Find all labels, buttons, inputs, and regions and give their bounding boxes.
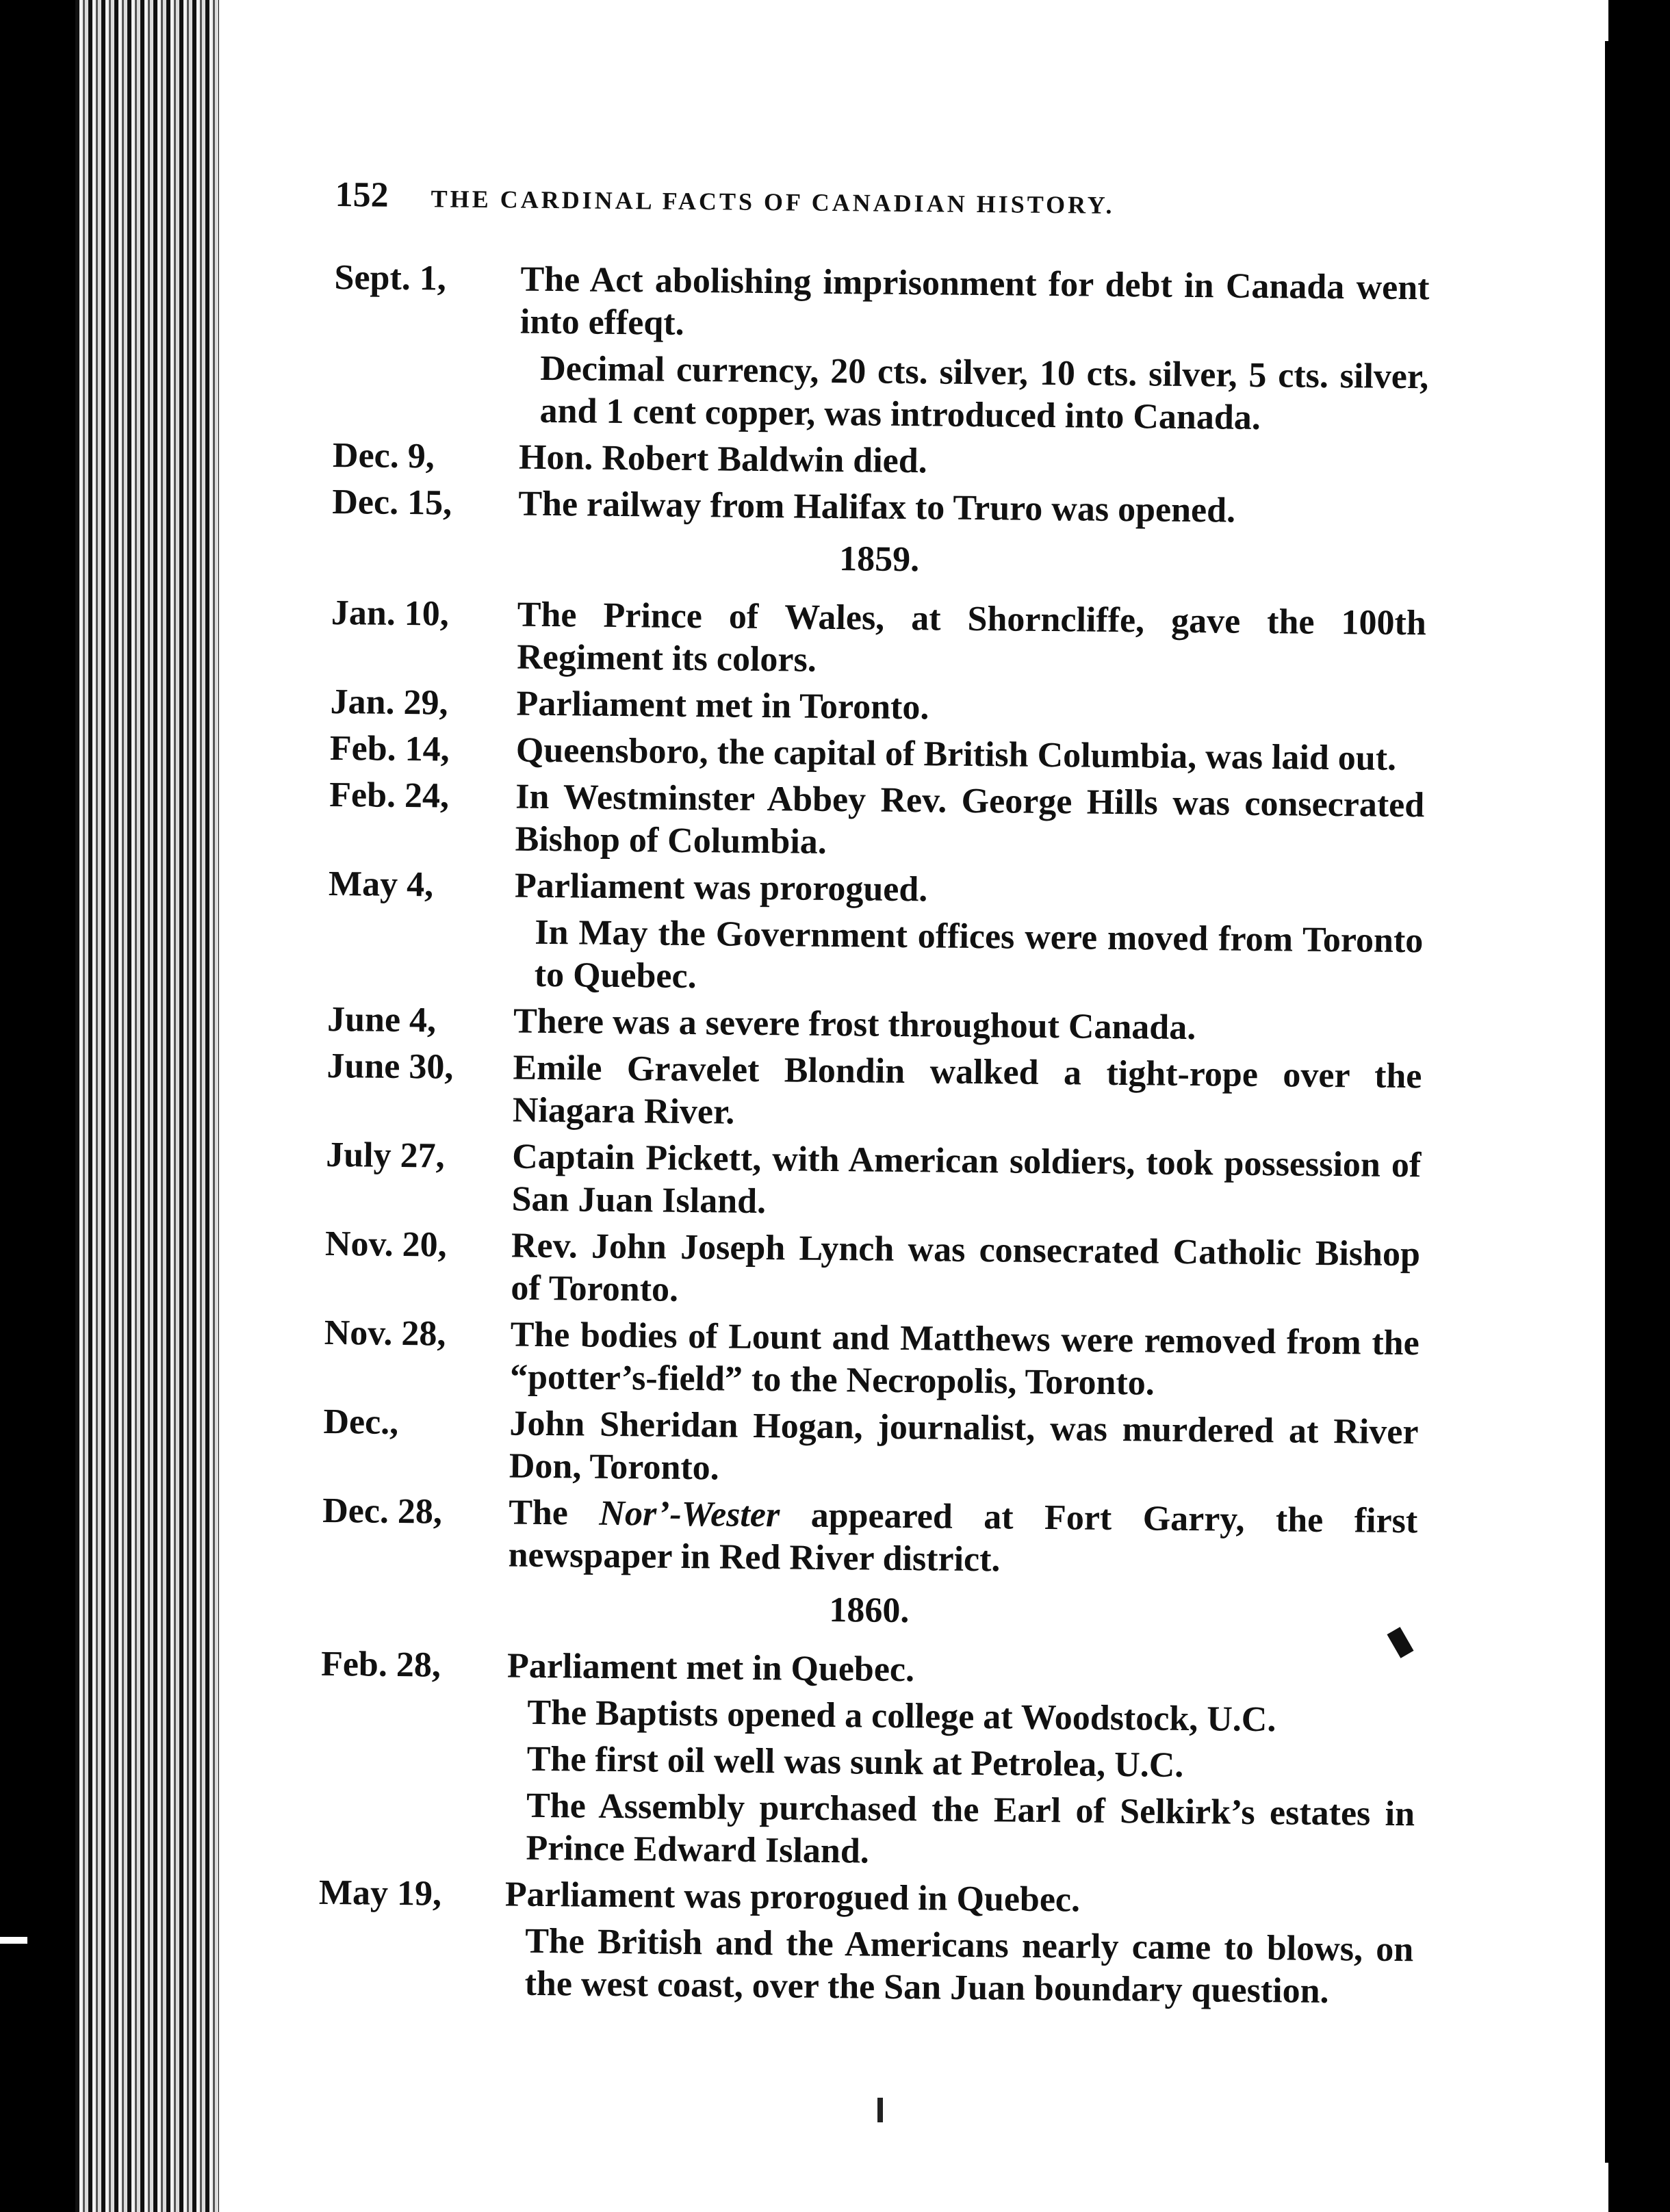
entry-date: Dec. 15,: [332, 482, 452, 523]
chronology-entry: [324, 1223, 1420, 1318]
entry-date: Dec. 9,: [332, 435, 435, 476]
entry-text: Parliament met in Toronto.: [516, 684, 929, 728]
running-title: THE CARDINAL FACTS OF CANADIAN HISTORY.: [431, 185, 1115, 219]
chronology-entry: [332, 481, 1428, 534]
entry-text: Parliament was prorogued in Quebec.: [504, 1875, 1081, 1920]
entry-text: Captain Pickett, with American soldiers, took possession of San Juan Island.: [511, 1137, 1422, 1222]
entry-text: In Westminster Abbey Rev. George Hills was consecrated Bishop of Columbia.: [515, 777, 1425, 862]
chronology-note: Decimal currency, 20 cts. silver, 10 cts. silver, 5 cts. silver, and 1 cent copper, was introduced into Canada.: [539, 348, 1429, 437]
entry-date: June 30,: [326, 1046, 454, 1087]
entry-text: Parliament met in Quebec.: [506, 1646, 915, 1690]
chronology-note: The first oil well was sunk at Petrolea, U.C.: [526, 1739, 1184, 1786]
chronology-entry: [327, 999, 1423, 1051]
entry-text: Hon. Robert Baldwin died.: [518, 437, 927, 481]
entry-text: The bodies of Lount and Matthews were removed from the “potter’s-field” to the Necropolis, Toronto.: [509, 1315, 1420, 1403]
chronology-entry: [326, 1045, 1422, 1140]
chronology-entry: [323, 1401, 1419, 1496]
entry-date: Feb. 24,: [329, 775, 450, 816]
entry-date: Sept. 1,: [334, 257, 447, 298]
newspaper-title: Nor’-Wester: [599, 1493, 780, 1535]
entry-date: Dec. 28,: [322, 1491, 443, 1532]
entry-date: June 4,: [326, 999, 437, 1040]
entry-text: Rev. John Joseph Lynch was consecrated Catholic Bishop of Toronto.: [511, 1226, 1421, 1309]
entry-date: Nov. 28,: [324, 1313, 446, 1354]
chronology-entry: [334, 257, 1430, 352]
page-border-line: [1605, 41, 1610, 2163]
entry-text-after: appeared at Fort Garry, the first newspaper in Red River district.: [508, 1495, 1418, 1580]
entry-date: Dec.,: [323, 1402, 399, 1442]
chronology-entry: [333, 435, 1428, 487]
page-header: [335, 175, 1430, 240]
chronology-entry: [325, 1134, 1421, 1229]
chronology-entry: [324, 1312, 1420, 1407]
entry-text: Parliament was prorogued.: [514, 866, 928, 910]
entry-text: Emile Gravelet Blondin walked a tight-rope over the Niagara River.: [512, 1048, 1422, 1132]
page-number: 152: [335, 175, 389, 215]
chronology-note: In May the Government offices were moved from Toronto to Quebec.: [534, 912, 1424, 996]
chronology-entry: [321, 1643, 1417, 1696]
chronology-note: The British and the Americans nearly came to blows, on the west coast, over the San Juan boundary question.: [524, 1921, 1414, 2011]
entry-text-before: The: [508, 1493, 600, 1533]
chronology-entry: [329, 774, 1424, 869]
entry-text: The Prince of Wales, at Shorncliffe, gave the 100th Regiment its colors.: [516, 595, 1427, 680]
entry-text: The Act abolishing imprisonment for debt in Canada went into effeqt.: [519, 259, 1430, 343]
book-page-edges: [75, 0, 219, 2212]
entry-text: The railway from Halifax to Truro was opened.: [518, 484, 1236, 530]
year-heading-1860: 1860.: [829, 1591, 910, 1631]
chronology-entry: [322, 1490, 1417, 1585]
year-heading-1859: 1859.: [838, 539, 920, 580]
entry-text: Queensboro, the capital of British Columbia, was laid out.: [515, 730, 1397, 778]
entry-date: July 27,: [325, 1135, 445, 1176]
entry-date: Nov. 20,: [324, 1224, 447, 1265]
entry-date: Feb. 14,: [329, 728, 450, 769]
ink-mark-bottom: [877, 2098, 883, 2122]
entry-text: John Sheridan Hogan, journalist, was murdered at River Don, Toronto.: [509, 1404, 1419, 1488]
entry-text: [508, 1492, 1417, 1586]
page-content: [318, 175, 1430, 2018]
chronology-entry: [319, 1872, 1415, 1925]
entry-date: May 4,: [328, 864, 434, 905]
chronology-entry: [330, 681, 1426, 734]
scan-artifact: [0, 1937, 27, 1944]
chronology-entry: [330, 728, 1426, 780]
chronology-note: The Assembly purchased the Earl of Selkirk’s estates in Prince Edward Island.: [526, 1786, 1415, 1871]
entry-date: May 19,: [318, 1873, 442, 1914]
chronology-entry: [331, 592, 1426, 687]
entry-date: Jan. 29,: [330, 682, 448, 723]
chronology-note: The Baptists opened a college at Woodstock, U.C.: [527, 1693, 1276, 1740]
entry-date: Jan. 10,: [331, 593, 450, 634]
entry-text: There was a severe frost throughout Canada.: [513, 1001, 1196, 1048]
chronology-entry: [329, 863, 1424, 916]
entry-date: Feb. 28,: [320, 1644, 441, 1685]
